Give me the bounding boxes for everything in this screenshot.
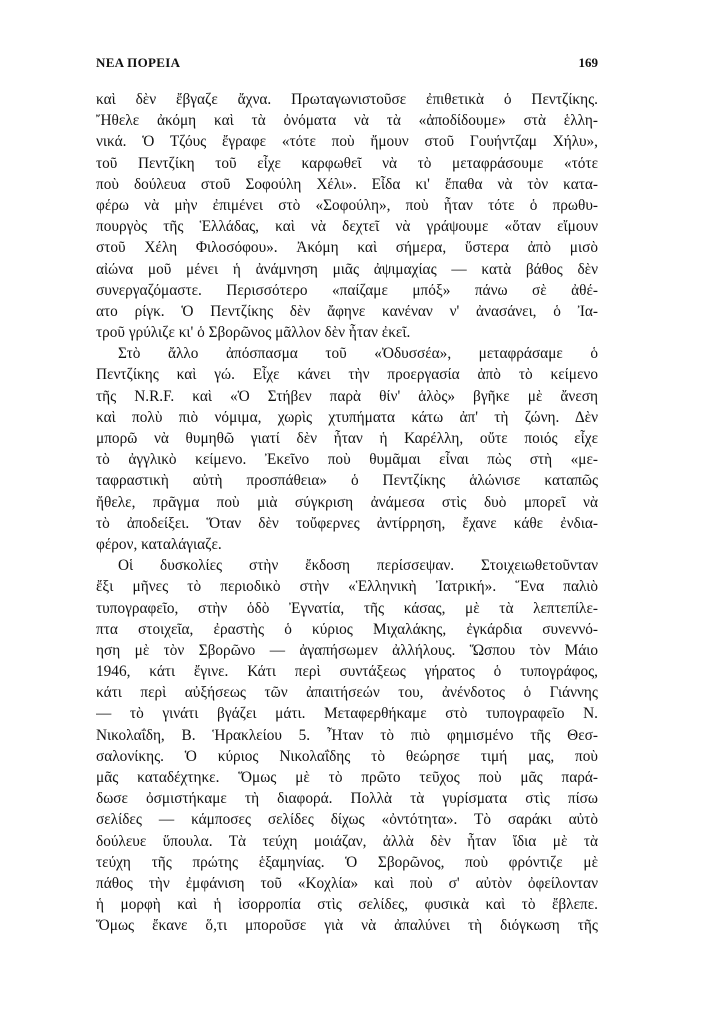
text-line: αἰώνα μοῦ μένει ἡ ἀνάμνηση μιᾶς ἀψιμαχίας — κατὰ βάθος δὲν (96, 260, 598, 278)
text-line: ἡ μορφὴ καὶ ἡ ἰσορροπία στὶς σελίδες, φυσικὰ καὶ τὸ ἔβλεπε. (96, 896, 598, 914)
text-line: Ὅμως ἔκανε ὅ,τι μποροῦσε γιὰ νὰ ἀπαλύνει τὴ διόγκωση τῆς (96, 917, 598, 935)
text-line: σελίδες — κάμποσες σελίδες δίχως «ὀντότητα». Τὸ σαράκι αὐτὸ (96, 811, 598, 829)
text-line: πάθος τὴν ἐμφάνιση τοῦ «Κοχλία» καὶ ποὺ σ' αὐτὸν ὀφείλονταν (96, 874, 598, 892)
text-line: συνεργαζόμαστε. Περισσότερο «παίζαμε μπόξ» πάνω σὲ ἀθέ- (96, 281, 598, 299)
text-line: ἔξι μῆνες τὸ περιοδικὸ στὴν «Ἑλληνικὴ Ἰατρική». Ἕνα παλιὸ (96, 578, 598, 596)
text-line: φέρω νὰ μὴν ἐπιμένει στὸ «Σοφούλη», ποὺ ἦταν τότε ὁ πρωθυ- (96, 196, 598, 214)
text-line: κάτι περὶ αὐξήσεως τῶν ἀπαιτήσεών του, ἀνένδοτος ὁ Γιάννης (96, 684, 598, 702)
text-line: ταφραστικὴ αὐτὴ προσπάθεια» ὁ Πεντζίκης ἁλώνισε καταπῶς (96, 472, 598, 490)
body-text (96, 89, 598, 937)
running-title: ΝΕΑ ΠΟΡΕΙΑ (96, 55, 181, 70)
text-line: τροῦ γρύλιζε κι' ὁ Σβορῶνος μᾶλλον δὲν ἦταν ἐκεῖ. (96, 324, 411, 342)
text-line: δωσε ὀσμιστήκαμε τὴ διαφορά. Πολλὰ τὰ γυρίσματα στὶς πίσω (96, 790, 598, 808)
text-line: — τὸ γινάτι βγάζει μάτι. Μεταφερθήκαμε στὸ τυπογραφεῖο Ν. (96, 705, 598, 723)
text-line: 1946, κάτι ἔγινε. Κάτι περὶ συντάξεως γήρατος ὁ τυπογράφος, (96, 663, 598, 681)
text-line: καὶ πολὺ πιὸ νόμιμα, χωρὶς χτυπήματα κάτω ἀπ' τὴ ζώνη. Δὲν (96, 408, 598, 426)
text-line: Στὸ ἄλλο ἀπόσπασμα τοῦ «Ὀδυσσέα», μεταφράσαμε ὁ (118, 345, 598, 363)
text-line: ἤθελε, πρᾶγμα ποὺ μιὰ σύγκριση ἀνάμεσα στὶς δυὸ μπορεῖ νὰ (96, 493, 598, 511)
text-line: πουργὸς τῆς Ἑλλάδας, καὶ νὰ δεχτεῖ νὰ γράψουμε «ὅταν εἴμουν (96, 218, 598, 236)
text-line: ατο ρίγκ. Ὁ Πεντζίκης δὲν ἄφηνε κανέναν ν' ἀνασάνει, ὁ Ἰα- (96, 302, 598, 320)
text-line: τυπογραφεῖο, στὴν ὁδὸ Ἐγνατία, τῆς κάσας, μὲ τὰ λεπτεπίλε- (96, 599, 598, 617)
text-line: τεύχη τῆς πρώτης ἑξαμηνίας. Ὁ Σβορῶνος, ποὺ φρόντιζε μὲ (96, 853, 598, 871)
text-line: μᾶς καταδέχτηκε. Ὅμως μὲ τὸ πρῶτο τεῦχος ποὺ μᾶς παρά- (96, 769, 598, 786)
page-number: 169 (578, 55, 598, 70)
text-line: πτα στοιχεῖα, ἐραστὴς ὁ κύριος Μιχαλάκης, ἐγκάρδια συνεννό- (96, 620, 598, 638)
text-line: μπορῶ νὰ θυμηθῶ γιατί δὲν ἦταν ἡ Καρέλλη, οὔτε ποιός εἶχε (96, 430, 598, 447)
text-line: Ἤθελε ἀκόμη καὶ τὰ ὀνόματα νὰ τὰ «ἀποδίδουμε» στὰ ἑλλη- (96, 112, 598, 130)
text-line: φέρον, καταλάγιαζε. (96, 535, 222, 553)
text-line: στοῦ Χέλη Φιλοσόφου». Ἀκόμη καὶ σήμερα, ὕστερα ἀπὸ μισὸ (96, 239, 598, 257)
text-line: σαλονίκης. Ὁ κύριος Νικολαΐδης τὸ θεώρησε τιμή μας, ποὺ (96, 747, 598, 765)
text-line: Πεντζίκης καὶ γώ. Εἶχε κάνει τὴν προεργασία ἀπὸ τὸ κείμενο (96, 366, 598, 384)
text-line: τῆς N.R.F. καὶ «Ὁ Στήβεν παρὰ θίν' ἁλὸς» βγῆκε μὲ ἄνεση (96, 387, 598, 405)
text-line: καὶ δὲν ἔβγαζε ἄχνα. Πρωταγωνιστοῦσε ἐπιθετικὰ ὁ Πεντζίκης. (96, 91, 598, 108)
text-line: δούλευε ὕπουλα. Τὰ τεύχη μοιάζαν, ἀλλὰ δὲν ἦταν ἴδια μὲ τὰ (96, 832, 598, 850)
text-line: τοῦ Πεντζίκη τοῦ εἶχε καρφωθεῖ νὰ τὸ μεταφράσουμε «τότε (96, 154, 598, 172)
text-line: Οἱ δυσκολίες στὴν ἔκδοση περίσσεψαν. Στοιχειωθετοῦνταν (118, 557, 598, 575)
text-line: τὸ ἀποδείξει. Ὅταν δὲν τοὔφερνες ἀντίρρηση, ἔχανε κάθε ἐνδια- (96, 514, 598, 532)
text-line: νικά. Ὁ Τζόυς ἔγραφε «τότε ποὺ ἤμουν στοῦ Γουήντζαμ Χήλυ», (96, 133, 598, 151)
text-line: ποὺ δούλευα στοῦ Σοφούλη Χέλι». Εἶδα κι' ἔπαθα νὰ τὸν κατα- (96, 175, 598, 193)
text-line: τὸ ἀγγλικὸ κείμενο. Ἐκεῖνο ποὺ θυμᾶμαι εἶναι πὼς στὴ «με- (96, 451, 598, 469)
text-line: Νικολαΐδη, Β. Ἡρακλείου 5. Ἦταν τὸ πιὸ φημισμένο τῆς Θεσ- (96, 726, 598, 744)
text-line: ηση μὲ τὸν Σβορῶνο — ἀγαπήσωμεν ἀλλήλους. Ὥσπου τὸν Μάιο (96, 641, 598, 659)
running-head (96, 55, 598, 73)
